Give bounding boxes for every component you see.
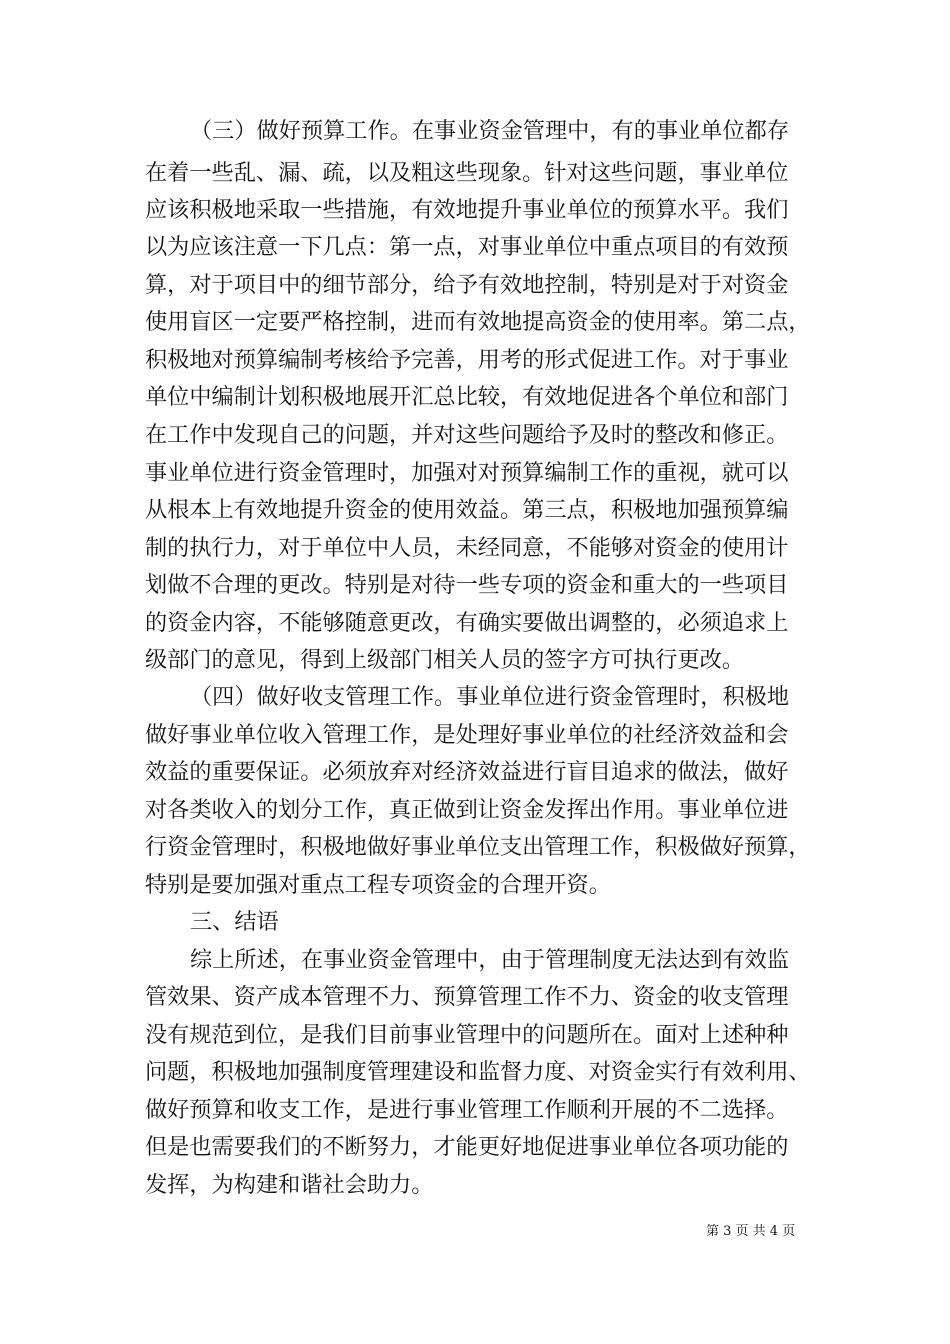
- text-line: 事业单位进行资金管理时，加强对对预算编制工作的重视，就可以: [145, 460, 789, 486]
- text-line: 级部门的意见，得到上级部门相关人员的签字方可执行更改。: [145, 647, 745, 673]
- page-number: 第 3 页 共 4 页: [706, 1224, 796, 1239]
- text-line: 做好事业单位收入管理工作，是处理好事业单位的社经济效益和会: [145, 722, 789, 748]
- text-line: 但是也需要我们的不断努力，才能更好地促进事业单位各项功能的: [145, 1134, 789, 1160]
- text-line: 制的执行力，对于单位中人员，未经同意，不能够对资金的使用计: [145, 535, 789, 561]
- text-line: 单位中编制计划积极地展开汇总比较，有效地促进各个单位和部门: [145, 384, 789, 410]
- text-line: 问题，积极地加强制度管理建设和监督力度、对资金实行有效利用、: [145, 1059, 811, 1085]
- text-line: （四）做好收支管理工作。事业单位进行资金管理时，积极地: [190, 684, 790, 710]
- text-line: 发挥，为构建和谐社会助力。: [145, 1172, 434, 1198]
- text-line: 使用盲区一定要严格控制，进而有效地提高资金的使用率。第二点，: [145, 309, 811, 335]
- section-heading: 三、结语: [190, 909, 279, 935]
- text-line: 做好预算和收支工作，是进行事业管理工作顺利开展的不二选择。: [145, 1097, 789, 1123]
- text-line: 效益的重要保证。必须放弃对经济效益进行盲目追求的做法，做好: [145, 759, 789, 785]
- text-line: 行资金管理时，积极地做好事业单位支出管理工作，积极做好预算，: [145, 834, 811, 860]
- text-line: 从根本上有效地提升资金的使用效益。第三点，积极地加强预算编: [145, 497, 789, 523]
- text-line: 算，对于项目中的细节部分，给予有效地控制，特别是对于对资金: [145, 272, 789, 298]
- text-line: 应该积极地采取一些措施，有效地提升事业单位的预算水平。我们: [145, 197, 789, 223]
- text-line: 的资金内容，不能够随意更改，有确实要做出调整的，必须追求上: [145, 610, 789, 636]
- text-line: （三）做好预算工作。在事业资金管理中，有的事业单位都存: [190, 118, 790, 144]
- text-line: 管效果、资产成本管理不力、预算管理工作不力、资金的收支管理: [145, 984, 789, 1010]
- text-line: 特别是要加强对重点工程专项资金的合理开资。: [145, 872, 611, 898]
- text-line: 在工作中发现自己的问题，并对这些问题给予及时的整改和修正。: [145, 422, 789, 448]
- text-line: 积极地对预算编制考核给予完善，用考的形式促进工作。对于事业: [145, 347, 789, 373]
- text-line: 对各类收入的划分工作，真正做到让资金发挥出作用。事业单位进: [145, 797, 789, 823]
- text-line: 划做不合理的更改。特别是对待一些专项的资金和重大的一些项目: [145, 572, 789, 598]
- text-line: 在着一些乱、漏、疏，以及粗这些现象。针对这些问题，事业单位: [145, 160, 789, 186]
- text-line: 没有规范到位，是我们目前事业管理中的问题所在。面对上述种种: [145, 1022, 789, 1048]
- text-line: 综上所述，在事业资金管理中，由于管理制度无法达到有效监: [190, 947, 790, 973]
- text-line: 以为应该注意一下几点：第一点，对事业单位中重点项目的有效预: [145, 234, 789, 260]
